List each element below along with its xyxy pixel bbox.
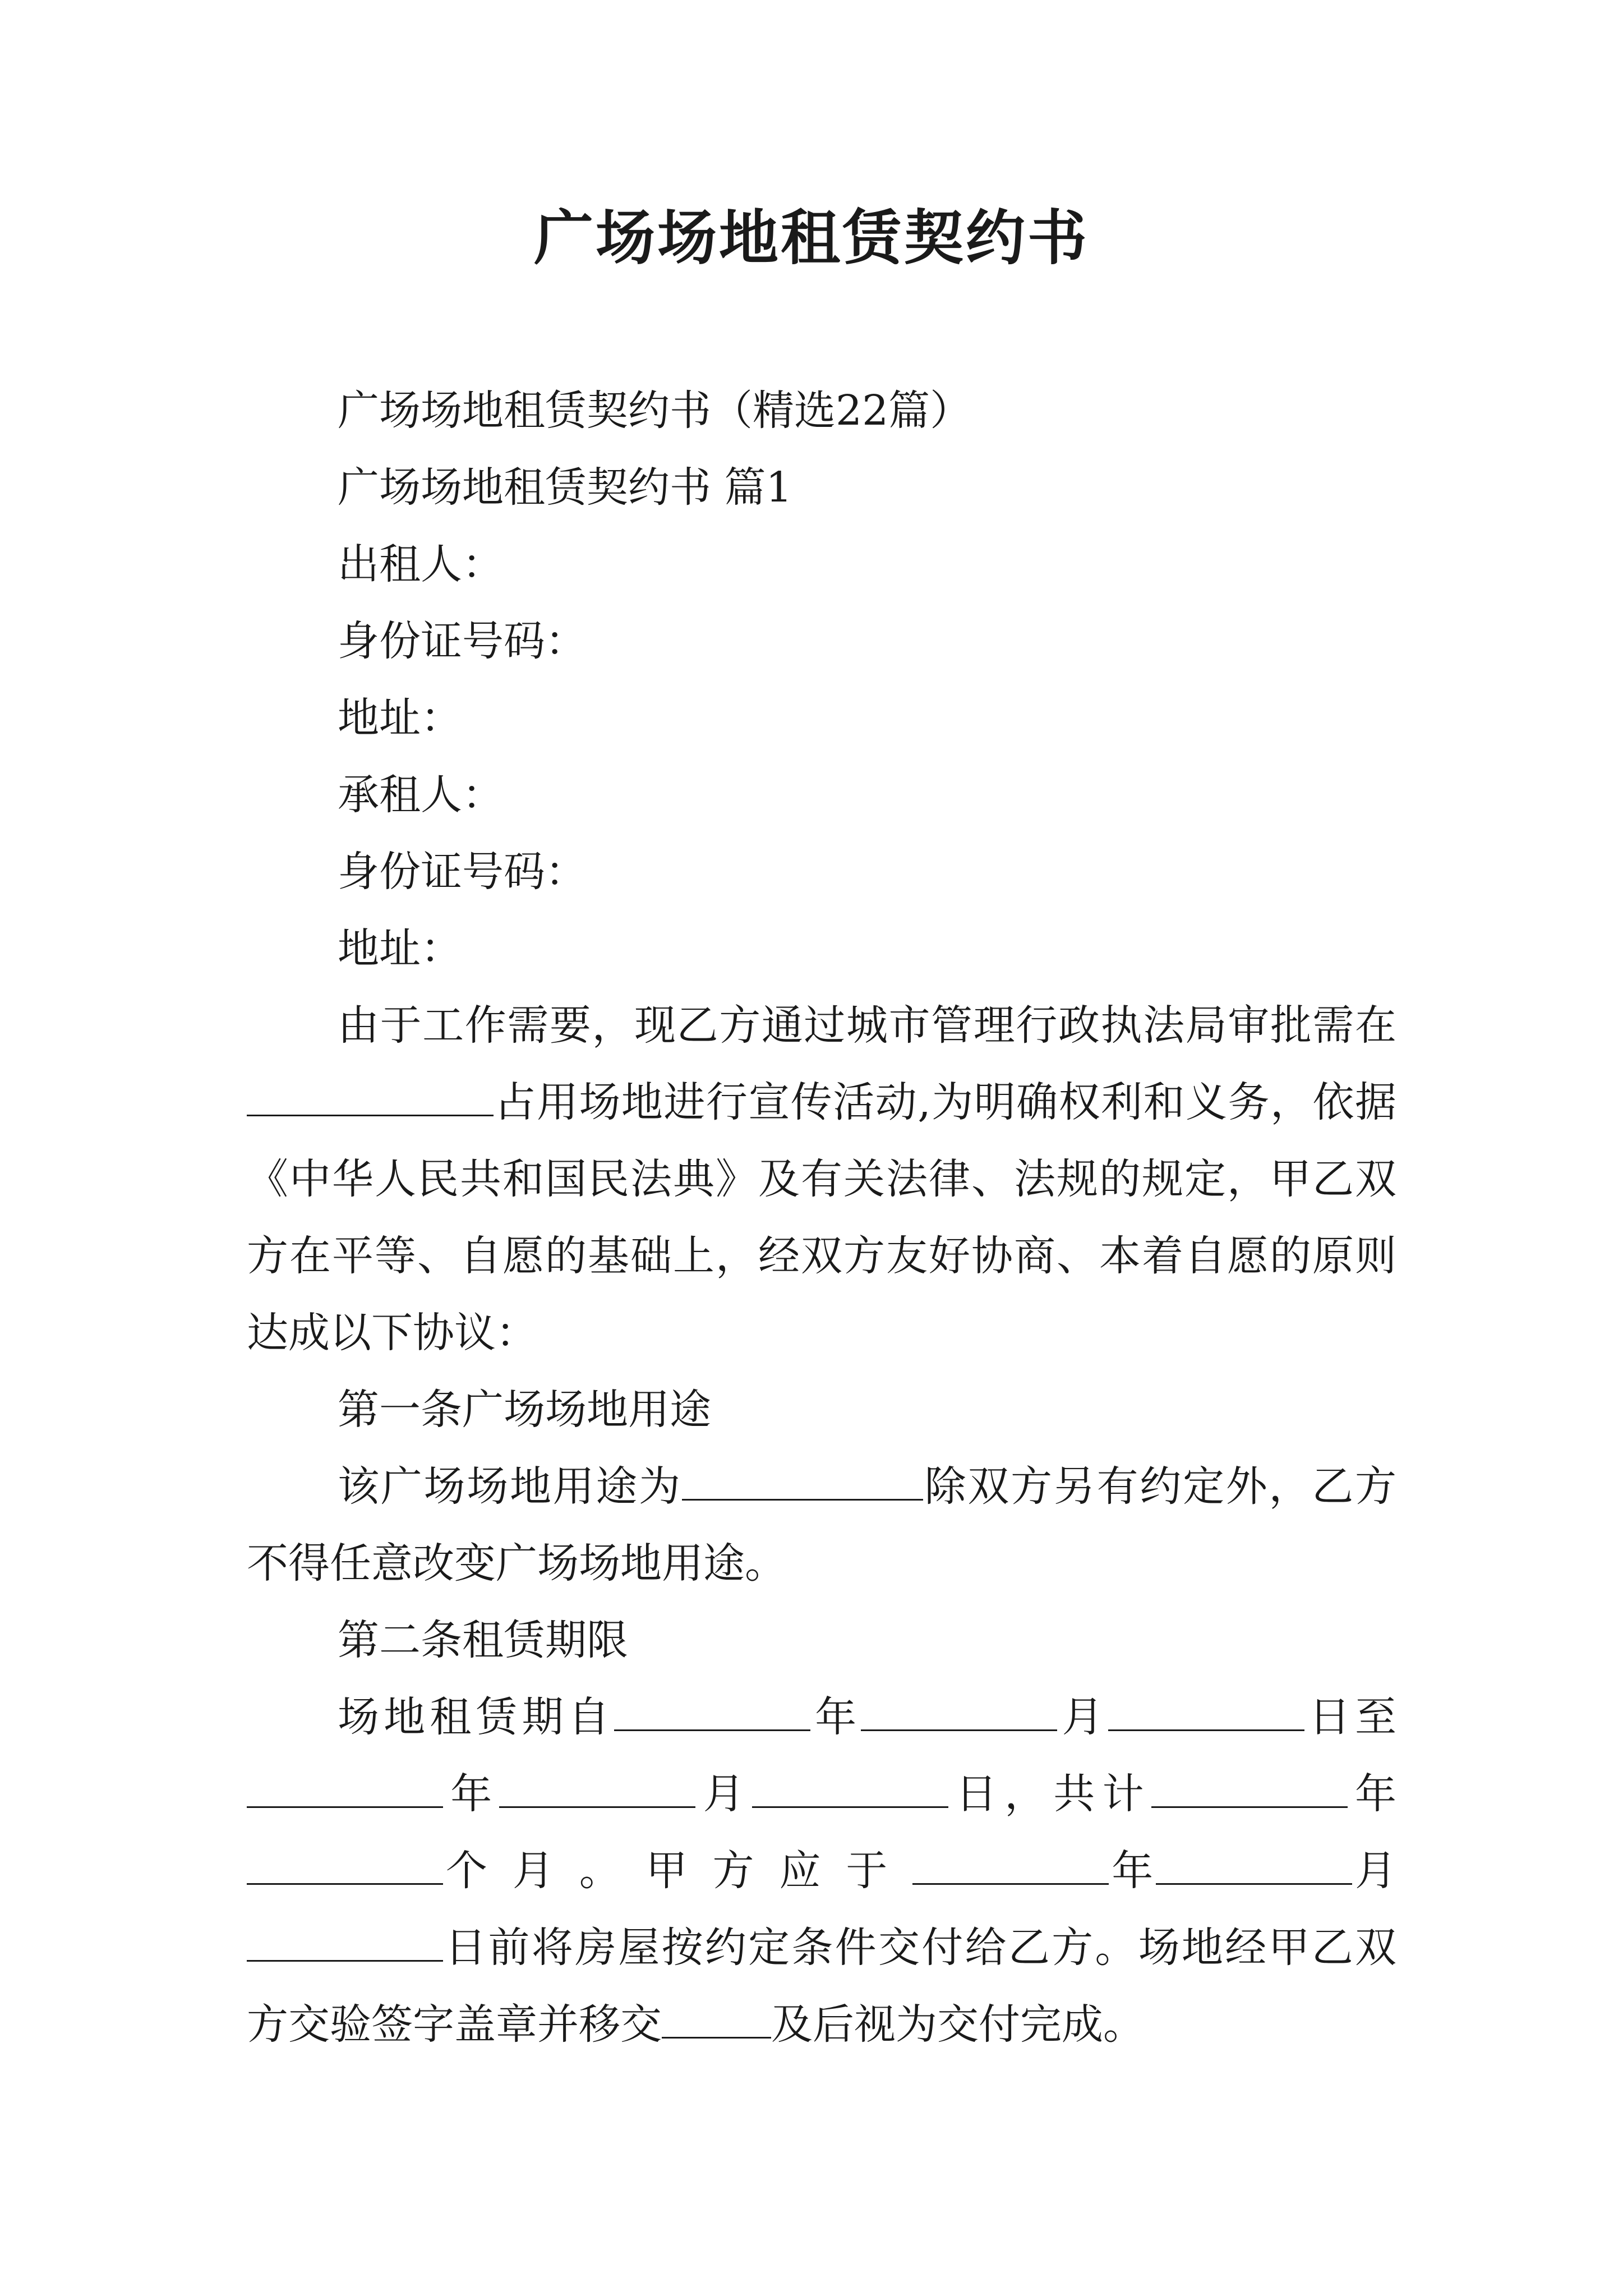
article1-text-2: 除双方另有约定外，乙方不得任意改变广场场地用途。 <box>247 1462 1397 1588</box>
intro-text-1: 由于工作需要，现乙方通过城市管理行政执法局审批需在 <box>338 1001 1396 1050</box>
year-label: 年 <box>810 1693 861 1741</box>
section-heading: 广场场地租赁契约书 篇1 <box>338 463 792 512</box>
start-day-blank[interactable] <box>1108 1690 1304 1731</box>
location-blank[interactable] <box>247 1075 494 1116</box>
subtitle: 广场场地租赁契约书（精选22篇） <box>338 386 972 435</box>
year-label: 年 <box>443 1770 500 1818</box>
months-party-a-text: 个月。甲方应于 <box>443 1847 913 1895</box>
start-year-blank[interactable] <box>614 1690 810 1731</box>
day-to-label: 日至 <box>1304 1693 1397 1741</box>
lessee-label: 承租人： <box>338 771 504 819</box>
end-year-blank[interactable] <box>247 1767 443 1808</box>
delivery-year-blank[interactable] <box>912 1844 1109 1885</box>
lessor-label: 出租人： <box>338 540 504 588</box>
year-label: 年 <box>1109 1847 1156 1895</box>
day-total-label: 日，共计 <box>948 1770 1151 1818</box>
month-label: 月 <box>1352 1847 1397 1895</box>
article2-paragraph <box>247 1679 1396 2063</box>
usage-blank[interactable] <box>682 1460 923 1501</box>
intro-paragraph <box>247 987 1396 1372</box>
article1-paragraph <box>247 1448 1396 1602</box>
article1-heading: 第一条广场场地用途 <box>338 1386 711 1434</box>
lease-from-text: 场地租赁期自 <box>338 1693 614 1741</box>
month-label: 月 <box>695 1770 752 1818</box>
lessor-id-label: 身份证号码： <box>338 617 587 665</box>
lessee-id-label: 身份证号码： <box>338 848 587 896</box>
end-month-blank[interactable] <box>499 1767 695 1808</box>
article2-heading: 第二条租赁期限 <box>338 1616 628 1664</box>
handover-text: 日前将房屋按约定条件交付给乙方。场地经甲乙双方交验签字盖章并移交 <box>247 1924 1396 2049</box>
document-body <box>247 372 1396 2063</box>
lessor-address-label: 地址： <box>338 694 462 742</box>
total-months-blank[interactable] <box>247 1844 443 1885</box>
delivery-month-blank[interactable] <box>1156 1844 1352 1885</box>
month-label: 月 <box>1057 1693 1108 1741</box>
total-years-blank[interactable] <box>1151 1767 1348 1808</box>
delivery-day-blank[interactable] <box>247 1921 443 1962</box>
intro-text-2: 占用场地进行宣传活动,为明确权利和义务，依据《中华人民共和国民法典》及有关法律、法规的规定，甲乙双方在平等、自愿的基础上，经双方友好协商、本着自愿的原则达成以下协议： <box>247 1078 1396 1357</box>
lessee-address-label: 地址： <box>338 924 462 973</box>
complete-text: 及后视为交付完成。 <box>771 2000 1145 2049</box>
end-day-blank[interactable] <box>752 1767 948 1808</box>
handover-blank[interactable] <box>662 1998 771 2039</box>
start-month-blank[interactable] <box>861 1690 1057 1731</box>
document-title: 广场场地租赁契约书 <box>534 204 1089 273</box>
year-label: 年 <box>1347 1770 1397 1818</box>
article1-text-1: 该广场场地用途为 <box>338 1462 682 1511</box>
